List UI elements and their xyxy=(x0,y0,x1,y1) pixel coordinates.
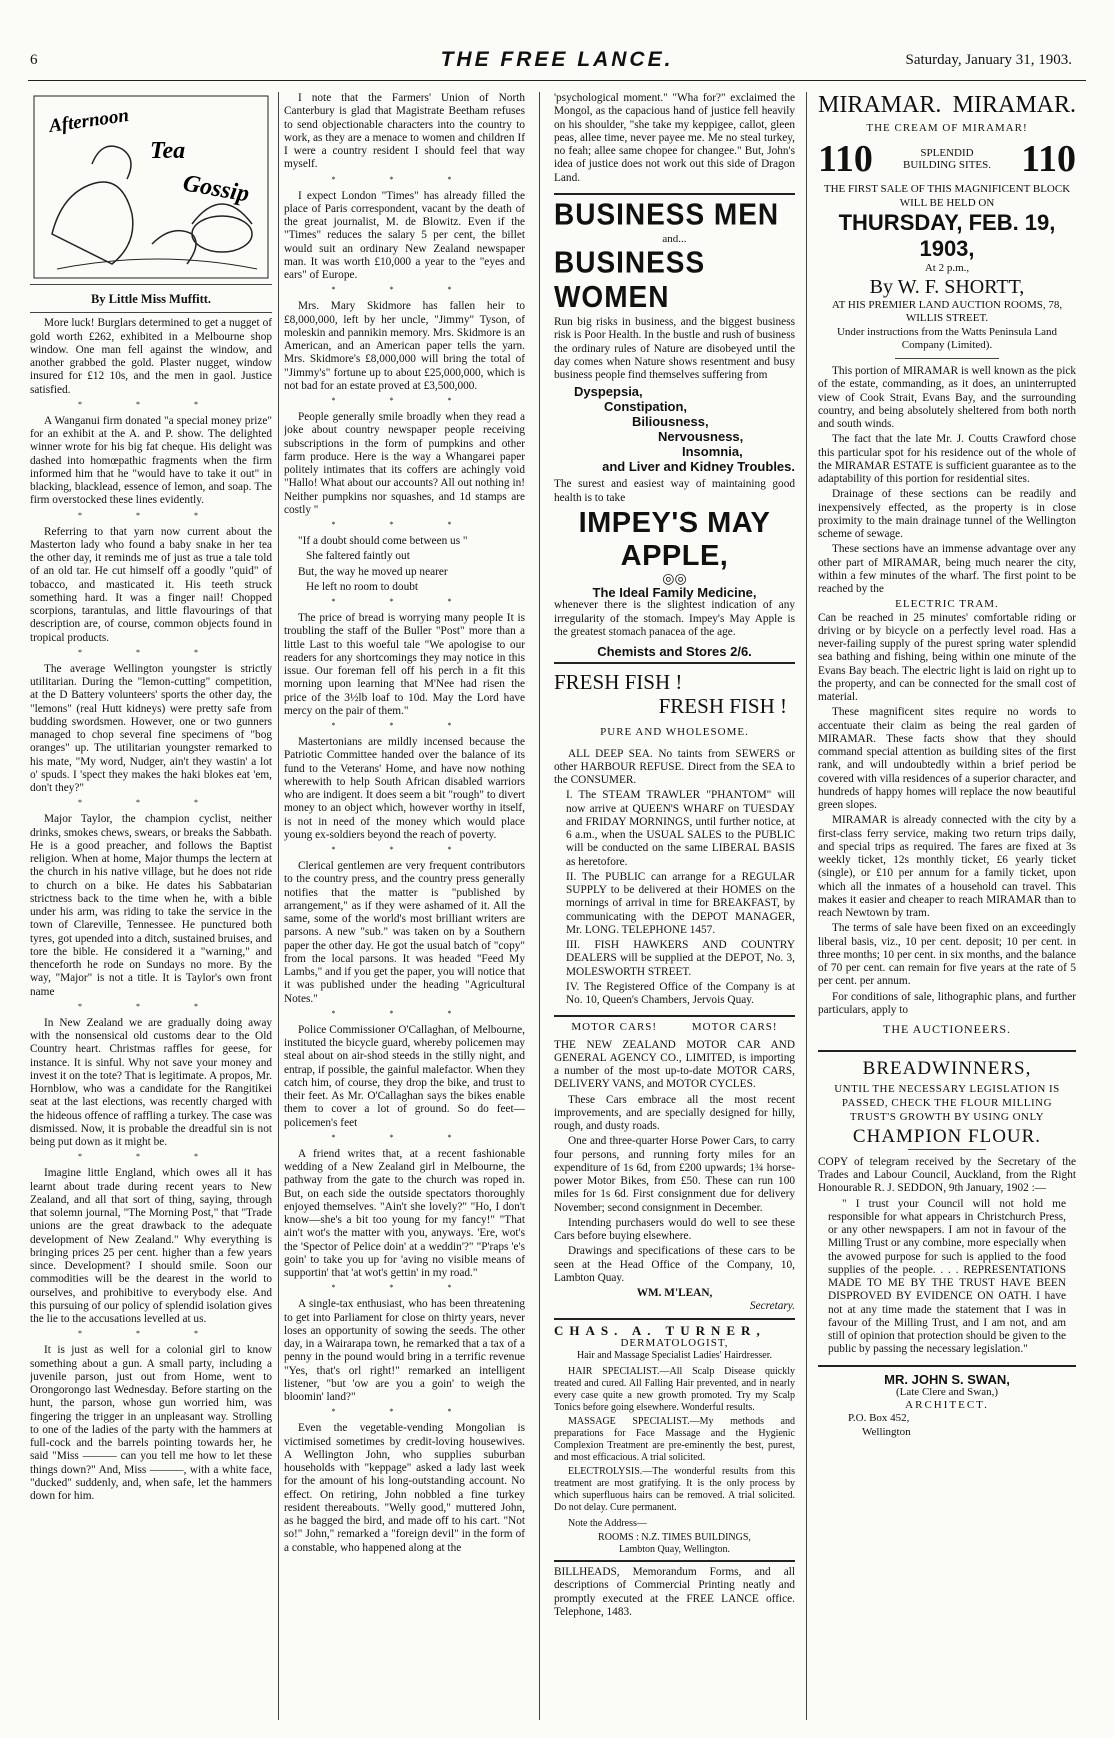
price-line: Chemists and Stores 2/6. xyxy=(597,644,752,659)
paragraph: A Wanganui firm donated "a special money prize" for an exhibit at the A. and P. show. The delighted winner wrote for his big fat cheque. His delight was dashed into homœpathic fragments when the firm informed him that he "would have to take it out" in blacking, blacklead, essence of lemon, and soap. The firm overstocked these lines evidently. xyxy=(30,414,272,507)
advert-item: IV. The Registered Office of the Company is at No. 10, Queen's Chambers, Jervois Quay. xyxy=(566,980,795,1006)
advert-body: THE NEW ZEALAND MOTOR CAR AND GENERAL AGENCY CO., LIMITED, is importing a number of the most up-to-date MOTOR CARS, DELIVERY VANS, and MOTOR CYCLES. xyxy=(554,1038,795,1091)
sites-label-bottom: BUILDING SITES. xyxy=(903,159,991,172)
advert-body: These Cars embrace all the most recent improvements, and are specially designed for hilly, rough, and dusty roads. xyxy=(554,1093,795,1132)
advert-body: HAIR SPECIALIST.—All Scalp Disease quickly treated and cured. All Falling Hair prevented, and in nearly every case quite a new growth promoted. Try my Scalp Tonics before going elsewhere. Wonderful results. xyxy=(554,1366,795,1413)
column-miramar xyxy=(818,92,1076,1720)
advert-headline: FRESH FISH ! xyxy=(554,670,683,695)
paragraph: These sections have an immense advantage over any other part of MIRAMAR, being much nearer the city, within a few minutes of the wharf. The first point to be reached by the xyxy=(818,543,1076,595)
column-divider xyxy=(539,92,540,1720)
issue-date: Saturday, January 31, 1903. xyxy=(905,52,1072,68)
page-number: 6 xyxy=(30,52,38,68)
advert-item: III. FISH HAWKERS AND COUNTRY DEALERS will be supplied at the DEPOT, No. 3, MOLESWORTH STREET. xyxy=(566,939,795,978)
paragraph: It is just as well for a colonial girl to know something about a gun. A small party, including a juvenile parson, just out from Home, went to Orongorongo last Wednesday. Before starting on the hunt, the parson, whose gun worried him, was fingering the trigger in an unpleasant way. Strolling to one of the ladies of the party with the hammers at full-cock and the barrels pointing towards her, he said "Miss ——— can you tell me how to let these things down?" And, Miss ———, with a white face, "ducked" suddenly, and, when safe, let the hammers down for him. xyxy=(30,1344,272,1502)
advert-headline: MIRAMAR. xyxy=(952,92,1076,118)
afternoon-tea-gossip-illustration xyxy=(32,94,270,280)
divider xyxy=(554,193,795,195)
separator-stars: * * * xyxy=(331,721,478,730)
advert-subhead: UNTIL THE NECESSARY LEGISLATION IS PASSED, CHECK THE FLOUR MILLING TRUST'S GROWTH BY USING ONLY xyxy=(834,1082,1060,1123)
advert-body: Drawings and specifications of these cars to be seen at the Head Office of the Company, 10, Lambton Quay. xyxy=(554,1245,795,1284)
ailment: Dyspepsia, xyxy=(574,384,643,400)
divider xyxy=(554,1015,795,1017)
paragraph: More luck! Burglars determined to get a nugget of gold worth £262, exhibited in a Melbourne shop window. One man fell against the window, and another grabbed the gold. Plaster nugget, window insured for £12 10s, and the men in gaol. Justice satisfied. xyxy=(30,317,272,396)
fresh-fish-advert xyxy=(554,670,795,1007)
verse-line: "If a doubt should come between us " xyxy=(298,535,468,547)
byline: By Little Miss Muffitt. xyxy=(90,292,212,306)
sites-label xyxy=(903,147,991,171)
verse-line: He left no room to doubt xyxy=(306,580,419,593)
miramar-headline xyxy=(818,92,1076,118)
advert-body: ALL DEEP SEA. No taints from SEWERS or other HARBOUR REFUSE. Direct from the SEA to the CONSUMER. xyxy=(554,747,795,786)
advert-headline: MIRAMAR. xyxy=(818,92,942,118)
separator-stars: * * * xyxy=(331,1008,478,1018)
signatory: WM. M'LEAN, xyxy=(636,1287,713,1299)
paragraph: Mrs. Mary Skidmore has fallen heir to £8,000,000, left by her uncle, "Jimmy" Tyson, of moleskin and pannikin memory. Mrs. Skidmore is an American, and an American paper tells the yarn. Mrs. Skidmore's £8,000,000 will bring the total of "Jimmy's" fortune up to about £25,000,000, which is not bad for an estate proved at £3,500,000. xyxy=(284,300,525,392)
advertiser-name: CHAS. A. TURNER, xyxy=(554,1322,766,1338)
advert-subhead: PURE AND WHOLESOME. xyxy=(600,726,749,739)
paragraph: COPY of telegram received by the Secretary of the Trades and Labour Council, Auckland, from the Right Honourable R. J. SEDDON, 9th January, 1902 :— xyxy=(818,1155,1076,1195)
paragraph: Imagine little England, which owes all it has learnt about trade during recent years to New Zealand, and all that sort of thing, saying, through that solemn journal, "The Morning Post," that "Trade unions are the great drawback to the adequate development of New Zealand." Why everything is bringing prices 25 per cent. higher than a few years since. Development? I should smile. Soon our commodities will be the dearest in the world to ourselves, and prohibitive to everybody else. And this pursuing of our policy of splendid isolation gives the lie to the accusations levelled at us. xyxy=(30,1167,272,1325)
advert-body: MASSAGE SPECIALIST.—My methods and preparations for Face Massage and the Hygienic Complexion Treatment are pre-eminently the best, purest, and most efficacious. A trial solicited. xyxy=(554,1416,795,1463)
separator-stars: * * * xyxy=(331,396,478,405)
sites-count: 110 xyxy=(818,138,873,181)
separator-stars: * * * xyxy=(78,1152,224,1162)
paragraph: Major Taylor, the champion cyclist, neither drinks, smokes chews, swears, or breaks the Sabbath. He is a good preacher, and follows the Baptist religion. When at home, Major thumps the lectern at the church in his native village, but he does not ride to church on a bike. He dates his Sabbatarian strictness back to the time when he, with a bible under his arm, was riding to take the service in the town of Clareville, Tennessee. He punctured both tyres, got upended into a ditch, sustained bruises, and tore the bible. He considered it a "warning," and thenceforth he rode on Sundays no more. By the way, "Major" is not a title. It is Taylor's own front name xyxy=(30,813,272,998)
address-line: Wellington xyxy=(862,1425,911,1438)
advert-headline: BUSINESS MEN xyxy=(554,197,780,231)
advert-headline-row xyxy=(554,1021,795,1034)
paragraph: A single-tax enthusiast, who has been threatening to get into Parliament for close on thirty years, never loses an opportunity of sowing the seeds. The other day, in a Wairarapa town, he remarked that a tax of a penny in the pound would bring in a terrific revenue "Yes, that's orl right!" remarked an intelligent listener, "but 'ow are you a goin' to weigh the bloomin' land?" xyxy=(284,1298,525,1403)
sale-notice: WILL BE HELD ON xyxy=(899,196,995,209)
ailment: Insomnia, xyxy=(682,444,743,460)
verse-line: She faltered faintly out xyxy=(306,550,410,563)
separator-stars: * * * xyxy=(331,520,478,529)
paragraph: For conditions of sale, lithographic plans, and further particulars, apply to xyxy=(818,990,1076,1016)
advertiser-profession: ARCHITECT. xyxy=(905,1399,989,1411)
turner-advert xyxy=(554,1324,795,1557)
ailment: Biliousness, xyxy=(632,414,709,430)
advert-headline: BUSINESS WOMEN xyxy=(554,245,706,314)
product-name: CHAMPION FLOUR. xyxy=(852,1125,1042,1147)
advertiser-former: (Late Clere and Swan,) xyxy=(895,1385,998,1398)
divider xyxy=(895,358,998,359)
paragraph: This portion of MIRAMAR is well known as the pick of the estate, commanding, as it does, an uninterrupted view of Cook Strait, Evans Bay, and the surrounding country, and being absolutely sheltered from both north and south winds. xyxy=(818,365,1076,430)
header-rule xyxy=(28,80,1086,81)
paragraph: Referring to that yarn now current about the Masterton lady who found a baby snake in her tea the other day, it reminds me of just as true a tale told of an old tar. He cut himself off a goodly "quid" of tobacco, and masticated it. His teeth struck something hard. It was a finger nail! Chopped scorpions, tarantulas, and little flavourings of that description are, of course, common objects found in tropical products. xyxy=(30,525,272,644)
advert-subhead: THE CREAM OF MIRAMAR! xyxy=(866,122,1028,134)
divider xyxy=(908,1149,985,1150)
product-name: IMPEY'S MAY APPLE, xyxy=(578,506,771,572)
separator-stars: * * * xyxy=(78,399,224,409)
verse-line: But, the way he moved up nearer xyxy=(298,565,448,578)
advert-headline: MOTOR CARS! xyxy=(571,1021,658,1034)
advert-body: Run big risks in business, and the biggest business risk is Poor Health. In the bustle and rush of business the ordinary rules of Nature are disobeyed until the day comes when Nature shows resentment and busy business people find themselves suffering from xyxy=(554,316,795,381)
paragraph: In New Zealand we are gradually doing away with the nonsensical old customs dear to the Old Country heart. Christmas raffles for geese, for instance. It is sinful. Why not save your money and invest it on the tote? That is legitimate. A propos, Mr. Hornblow, who was a candidate for the Rangitikei seat at the last elections, was recently charged with the hideous offence of raffling a turkey. The case was dismissed. Now, it is probable the dreadful sin is not being put down as it might be. xyxy=(30,1016,272,1148)
ailment: Nervousness, xyxy=(658,429,744,445)
sale-notice: THE FIRST SALE OF THIS MAGNIFICENT BLOCK xyxy=(823,183,1071,196)
paragraph: Even the vegetable-vending Mongolian is victimised sometimes by credit-loving housewives. A Wellington John, who supplies suburban households with "keppage" asked a lady last week for the amount of his long-outstanding account. No effect. On retiring, John nobbled a fine turkey resident thereabouts. "Welly good," muttered John, as he bagged the bird, and made off to his cart. "Not so!" John," remarked a "foreign devil" in the form of a constable, who happened along at the xyxy=(284,1422,525,1554)
paper-title: THE FREE LANCE. xyxy=(440,48,674,71)
separator-stars: * * * xyxy=(78,1329,224,1339)
impey-advert xyxy=(554,199,795,659)
sale-date: THURSDAY, FEB. 19, 1903, xyxy=(838,209,1056,261)
paragraph: Clerical gentlemen are very frequent contributors to the country press, and the country press generally notifies that the matter is "published by arrangement," as if they were ashamed of it. All the same, some of the world's most brilliant writers are parsons. A new "sub." was taken on by a Southern paper the other day. He got the usual batch of "copy" from the local parsons. It was headed "Feed My Lambs," and if you get the paper, you will notice that it was published under the heading "Agricultural Notes." xyxy=(284,860,525,1005)
sites-row xyxy=(818,139,1076,179)
separator-stars: * * * xyxy=(331,285,478,295)
separator-stars: * * * xyxy=(78,798,224,808)
svg-text:Afternoon: Afternoon xyxy=(47,104,131,137)
address-line: ROOMS : N.Z. TIMES BUILDINGS, xyxy=(598,1532,751,1543)
advert-and: and... xyxy=(662,232,687,245)
divider xyxy=(554,662,795,664)
auctioneer: By W. F. SHORTT, xyxy=(869,276,1025,298)
divider xyxy=(818,1365,1076,1367)
paragraph: I expect London "Times" has already filled the place of Paris correspondent, vacant by the death of the great journalist, M. de Blowitz. Even if the "Times" reduces the salary 5 per cent, the billet would suit an ordinary New Zealand newspaper man. It was worth £10,000 a year to the "eyes and ears" of Europe. xyxy=(284,189,525,281)
signatory-title: Secretary. xyxy=(749,1300,795,1313)
column-divider xyxy=(278,92,279,1720)
divider xyxy=(30,312,272,313)
separator-stars: * * * xyxy=(331,1283,478,1293)
paragraph: The terms of sale have been fixed on an exceedingly liberal basis, viz., 10 per cent. deposit; 10 per cent. in three months; 10 per cent. in six months, and the balance of 70 per cent. can remain for five years at the rate of 5 per cent. per annum. xyxy=(818,922,1076,988)
advertiser-title: DERMATOLOGIST, xyxy=(620,1336,729,1349)
advert-item: II. The PUBLIC can arrange for a REGULAR SUPPLY to be delivered at their HOMES on the mornings of arrival in time for BREAKFAST, by communicating with the DEPOT MANAGER, Mr. LONG. TELEPHONE 1457. xyxy=(566,870,795,936)
paragraph: I note that the Farmers' Union of North Canterbury is glad that Magistrate Beetham refuses to send objectionable characters into the country to work, as they are a menace to women and children If I were a country resident I should feel that way myself. xyxy=(284,92,525,171)
column-advertisements xyxy=(554,92,795,1720)
auctioneers: THE AUCTIONEERS. xyxy=(883,1022,1011,1036)
paragraph: The fact that the late Mr. J. Coutts Crawford chose this particular spot for his residence out of the whole of the MIRAMAR ESTATE is sufficient guarantee as to the adaptability of this portion for residential sites. xyxy=(818,433,1076,485)
paragraph: Police Commissioner O'Callaghan, of Melbourne, instituted the bicycle guard, whereby policemen may steal about on air-shod steeds in the stilly night, and entrap, if possible, the gainful malefactor. When they catch him, of course, they drop the bike, and trust to their feet. As Mr. O'Callaghan says the bikes enable them to cover a lot of ground. So do feet—policemen's feet xyxy=(284,1023,525,1129)
product-tagline: The Ideal Family Medicine, xyxy=(592,585,757,600)
advert-headline: BREADWINNERS, xyxy=(862,1058,1032,1080)
divider xyxy=(30,284,272,285)
motor-cars-advert xyxy=(554,1021,795,1313)
sale-time: At 2 p.m., xyxy=(924,261,970,274)
divider xyxy=(818,1050,1076,1052)
address-line: Lambton Quay, Wellington. xyxy=(618,1544,731,1555)
separator-stars: * * * xyxy=(78,1001,224,1011)
separator-stars: * * * xyxy=(331,845,478,854)
ailment: Constipation, xyxy=(604,399,688,415)
paragraph: MIRAMAR is already connected with the city by a first-class ferry service, making two return trips daily, and special trips as required. The fares are fixed at 3s weekly ticket, 12s monthly ticket, £6 yearly ticket (single), or £10 per annum for a family ticket, upon which all the inmates of a household can travel. This makes it easier and cheaper to reach MIRAMAR than to reach Newtown by tram. xyxy=(818,814,1076,919)
separator-stars: * * * xyxy=(78,647,224,657)
advert-body: Intending purchasers would do well to see these Cars before buying elsewhere. xyxy=(554,1216,795,1242)
separator-stars: * * * xyxy=(331,1132,478,1142)
advert-body: The surest and easiest way of maintaining good health is to take xyxy=(554,478,795,504)
divider xyxy=(554,1560,795,1562)
column-divider xyxy=(806,92,807,1720)
advertiser-subtitle: Hair and Massage Specialist Ladies' Hairdresser. xyxy=(576,1350,773,1361)
separator-stars: * * * xyxy=(331,597,478,606)
advert-headline: FRESH FISH ! xyxy=(658,694,787,719)
tram-heading: ELECTRIC TRAM. xyxy=(895,598,999,611)
paragraph: The price of bread is worrying many people It is troubling the staff of the Buller "Post" more than a little Last to this woeful tale "We apologise to our readers for any shortcomings they may notice in this issue. Our foreman fell off his perch in a fit this morning upon learning that M'Nee had risen the price of the 3½lb loaf to 10d. May the Lord have mercy on the pair of them." xyxy=(284,612,525,717)
advert-headline: MOTOR CARS! xyxy=(691,1021,778,1034)
ornament: ◎◎ xyxy=(662,571,687,587)
paragraph: The average Wellington youngster is strictly utilitarian. During the "lemon-cutting" competition, at the D Battery volunteers' sports the other day, the "lemons" (real Hutt kidneys) were pretty safe from budding swordsmen. However, one or two gunners managed to chop several fine specimens of "bog oranges" up. The utilitarian youngster remarked to his mate, "My word, Nudger, ain't they wastin' a lot o' spuds. I 'spect they makes the haki blokes eat 'em, don't they?" xyxy=(30,662,272,794)
divider xyxy=(554,1318,795,1320)
instructions: Under instructions from the Watts Peninsula Land Company (Limited). xyxy=(836,325,1058,351)
sites-label-top: SPLENDID xyxy=(920,147,974,160)
paragraph: Mastertonians are mildly incensed because the Patriotic Committee handed over the balance of its fund to the Veterans' Home, and have now nothing wherewith to help South African disabled warriors who are indigent. It does seem a bit "rough" to divert money to an object which, however worthy in itself, is not in need of the money which would place young ex-soldiers beyond the reach of poverty. xyxy=(284,736,525,841)
paragraph: A friend writes that, at a recent fashionable wedding of a New Zealand girl in Melbourne, the pathway from the gate to the church was roped in. But, on each side the outside spectators thoroughly enjoyed themselves. "Ain't she lovely?" "Ho, I don't know—she's a bit too young for my fancy!" "That ain't wot's the matter with you, anyways. 'Ere, wot's the 'Spector of Pelice doin' at a weddin'?" "P'raps 'e's goin' to take you up for 'aving no visible means of supportin' that 'at wot's gettin' in my road." xyxy=(284,1147,525,1279)
address-line: P.O. Box 452, xyxy=(848,1412,910,1425)
advert-body: whenever there is the slightest indication of any irregularity of the stomach. Impey's May Apple is the greatest stomach panacea of the age. xyxy=(554,599,795,638)
paragraph: 'psychological moment." "Wha for?" exclaimed the Mongol, as the capacious hand of justice fell heavily on his shoulder, "she take my keppigee, callot, gleen peas, allee time, never payee me. Me no steal turkey, no feah; allee same chopee for changee." But, John's idea of justice does not work out this side of Dragon Land. xyxy=(554,92,795,184)
billheads-advert: BILLHEADS, Memorandum Forms, and all descriptions of Commercial Printing neatly and promptly executed at the FREE LANCE office. Telephone, 1483. xyxy=(554,1566,795,1618)
paragraph: Can be reached in 25 minutes' comfortable riding or driving or by bicycle on a perfectly level road. Has a never-failing supply of the purest spring water splendid sea bathing and fishing, being within one minute of the Evans Bay beach. The electric light is laid on right up to the property, and can be connected for the small cost of material. xyxy=(818,611,1076,703)
advert-item: I. The STEAM TRAWLER "PHANTOM" will now arrive at QUEEN'S WHARF on TUESDAY and FRIDAY MORNINGS, until further notice, at 6 a.m., when the USUAL SALES to the PUBLIC will be conducted on the same LIBERAL BASIS as heretofore. xyxy=(566,789,795,868)
advert-body: ELECTROLYSIS.—The wonderful results from this treatment are most gratifying. It is the only process by which superfluous hairs can be removed. A trial solicited. Do not delay. Cure permanent. xyxy=(554,1466,795,1513)
separator-stars: * * * xyxy=(331,174,478,184)
paragraph: Drainage of these sections can be readily and inexpensively effected, as the property is in close proximity to the main drainage tunnel of the Wellington scheme of sewage. xyxy=(818,488,1076,540)
advertiser-name: MR. JOHN S. SWAN, xyxy=(884,1371,1010,1387)
advert-body: Note the Address— xyxy=(568,1518,647,1529)
svg-text:Gossip: Gossip xyxy=(180,170,252,208)
paragraph: These magnificent sites require no words to accentuate their claim as being the real garden of MIRAMAR. These facts show that they should command special attention as building sites of the first rank, and will undoubtedly within a brief period be covered with villa residences of a superior character, and hundreds of happy homes will replace the now beautiful green slopes. xyxy=(818,706,1076,811)
column-gossip xyxy=(30,92,272,1720)
page-header xyxy=(0,48,1114,76)
separator-stars: * * * xyxy=(331,1407,478,1417)
svg-text:Tea: Tea xyxy=(150,138,186,164)
sites-count: 110 xyxy=(1021,138,1076,181)
quotation: " I trust your Council will not hold me responsible for what appears in Christchurch Press, or any other newspapers. I am not in favour of the Milling Trust or any combine, more especially when the avowed purpose for such is applied to the food supplies of the people. . . . REPRESENTATIONS MADE TO ME BY THE TRUST HAVE BEEN DISPROVED BY EVIDENCE ON OATH. I have not at any time made the statement that I was in favour of the Milling Trust, and I am not, and am still of opinion that protection should be given to the public by passing the necessary legislation." xyxy=(828,1197,1066,1356)
paragraph: People generally smile broadly when they read a joke about country newspaper people receiving subscriptions in the form of pumpkins and other farm produce. Here is the way a Whangarei paper politely intimates that its coffers are achingly void "Hallo! What about our accounts? All out nothing in! Neither pumpkins nor squashes, and 1d stamps are costly " xyxy=(284,411,525,516)
auction-rooms: AT HIS PREMIER LAND AUCTION ROOMS, 78, WILLIS STREET. xyxy=(831,299,1063,325)
column-notes xyxy=(284,92,525,1720)
ailment: and Liver and Kidney Troubles. xyxy=(602,459,795,475)
separator-stars: * * * xyxy=(78,510,224,520)
advert-body: One and three-quarter Horse Power Cars, to carry four persons, and running forty miles for an expenditure of 1s 6d, from £200 upwards; 1¾ horse-power Motor Bikes, from £50. These can run 100 miles for 1s 6d. First consignment due for delivery November; second consignment in December. xyxy=(554,1135,795,1214)
